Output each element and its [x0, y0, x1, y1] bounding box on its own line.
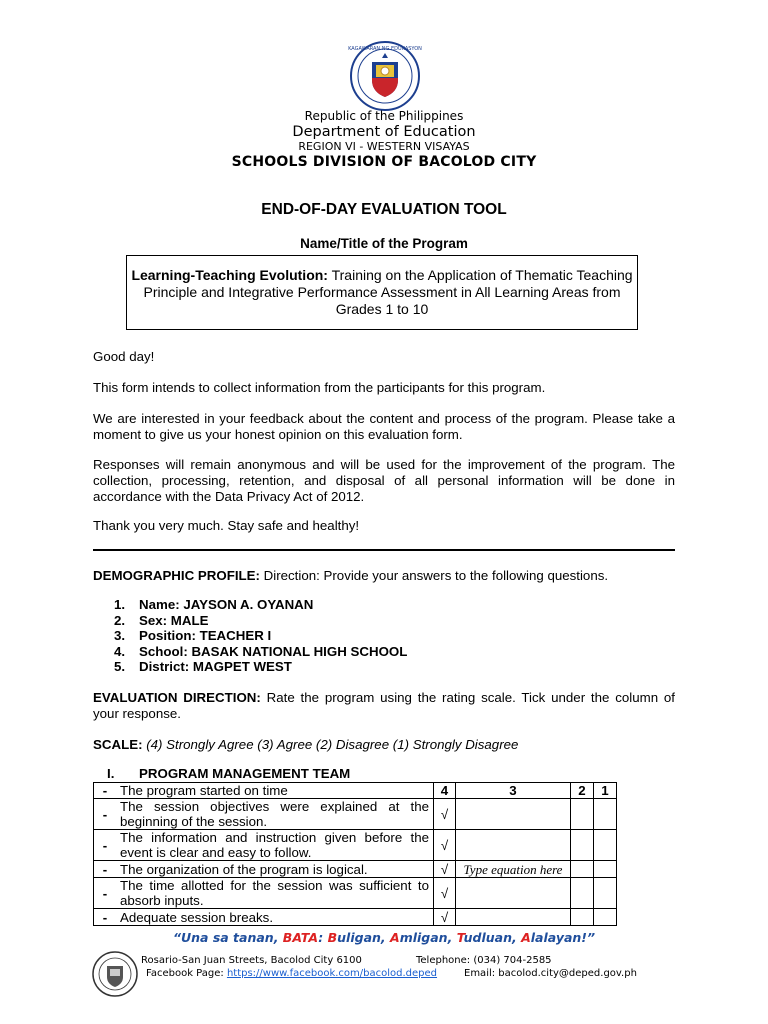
- rating-cell-3[interactable]: [456, 878, 571, 909]
- scale-text: (4) Strongly Agree (3) Agree (2) Disagree (1) Strongly Disagree: [142, 737, 519, 752]
- rating-cell-4[interactable]: √: [434, 799, 456, 830]
- rating-cell-2[interactable]: [571, 861, 594, 878]
- evaluation-direction-text: Rate the program using the rating scale. Tick under the column of your response.: [93, 690, 675, 721]
- program-name-bold: Learning-Teaching Evolution:: [131, 267, 328, 283]
- rating-scale: [93, 737, 675, 753]
- footer-facebook: [146, 968, 437, 979]
- rating-cell-1[interactable]: [594, 830, 617, 861]
- section-number: I.: [107, 766, 115, 781]
- rating-cell-1[interactable]: [594, 861, 617, 878]
- section-title: PROGRAM MANAGEMENT TEAM: [139, 766, 351, 781]
- rating-cell-2[interactable]: [571, 799, 594, 830]
- program-name-text: Training on the Application of Thematic Teaching Principle and Integrative Performance Assessment in All Learning Areas from Grades 1 to 10: [143, 267, 633, 317]
- list-item: 5. District: MAGPET WEST: [114, 659, 292, 674]
- rating-cell-2[interactable]: [571, 909, 594, 926]
- divider-line: [93, 549, 675, 551]
- division-seal-icon: [90, 950, 140, 998]
- footer-email: Email: bacolod.city@deped.gov.ph: [464, 968, 637, 979]
- svg-text:KAGAWARAN NG EDUKASYON: KAGAWARAN NG EDUKASYON: [348, 46, 422, 52]
- rating-cell-2[interactable]: [571, 830, 594, 861]
- rating-cell-4[interactable]: √: [434, 878, 456, 909]
- rating-cell-3[interactable]: [456, 909, 571, 926]
- scale-label: SCALE:: [93, 737, 143, 752]
- table-row: - The organization of the program is logical. √ Type equation here: [94, 861, 617, 878]
- rating-cell-1[interactable]: [594, 909, 617, 926]
- rating-cell-3[interactable]: [456, 799, 571, 830]
- table-row: - The program started on time 4 3 2 1: [94, 783, 617, 799]
- program-heading: Name/Title of the Program: [300, 236, 468, 251]
- rating-cell-2[interactable]: [571, 878, 594, 909]
- intro-paragraph-3: Responses will remain anonymous and will be used for the improvement of the program. The collection, processing, retention, and disposal of all personal information will be done in accordance with the Data Privacy Act of 2012.: [93, 457, 675, 504]
- table-row: - The time allotted for the session was sufficient to absorb inputs. √: [94, 878, 617, 909]
- facebook-label: Facebook Page:: [146, 968, 227, 979]
- rating-cell-4[interactable]: √: [434, 830, 456, 861]
- column-header-1: 1: [594, 783, 617, 799]
- demographic-direction-text: Direction: Provide your answers to the following questions.: [259, 568, 609, 583]
- list-item: 2. Sex: MALE: [114, 612, 209, 628]
- deped-seal-icon: [346, 40, 424, 112]
- list-item: 1. Name: JAYSON A. OYANAN: [114, 597, 314, 612]
- equation-placeholder[interactable]: Type equation here: [456, 861, 571, 878]
- department-line: Department of Education: [292, 124, 476, 140]
- republic-line: Republic of the Philippines: [304, 109, 464, 123]
- table-row: - The information and instruction given before the event is clear and easy to follow. √: [94, 830, 617, 861]
- intro-paragraph-2: We are interested in your feedback about the content and process of the program. Please take a moment to give us your honest opinion on this evaluation form.: [93, 411, 675, 442]
- region-line: REGION VI - WESTERN VISAYAS: [298, 140, 470, 153]
- program-name-box: [126, 255, 638, 330]
- facebook-link[interactable]: https://www.facebook.com/bacolod.deped: [226, 968, 438, 979]
- greeting: Good day!: [93, 349, 155, 364]
- footer-address: Rosario-San Juan Streets, Bacolod City 6100: [141, 955, 362, 966]
- section-heading: [107, 766, 350, 781]
- rating-cell-1[interactable]: [594, 799, 617, 830]
- intro-paragraph-4: Thank you very much. Stay safe and healthy!: [93, 518, 360, 533]
- list-item: 4. School: BASAK NATIONAL HIGH SCHOOL: [114, 643, 408, 659]
- table-row: - Adequate session breaks. √: [94, 909, 617, 926]
- table-row: - The session objectives were explained at the beginning of the session. √: [94, 799, 617, 830]
- rating-cell-3[interactable]: [456, 830, 571, 861]
- document-title: END-OF-DAY EVALUATION TOOL: [261, 201, 507, 218]
- division-motto: “Una sa tanan, BATA: Buligan, Amligan, Tudluan, Alalayan!”: [172, 930, 596, 945]
- division-line: SCHOOLS DIVISION OF BACOLOD CITY: [231, 154, 537, 170]
- demographic-direction: [93, 568, 675, 584]
- evaluation-table: [93, 782, 617, 926]
- evaluation-label: EVALUATION DIRECTION:: [93, 690, 261, 705]
- rating-cell-4[interactable]: √: [434, 861, 456, 878]
- intro-paragraph-1: This form intends to collect information from the participants for this program.: [93, 380, 546, 395]
- column-header-4: 4: [434, 783, 456, 799]
- demographic-list: [114, 597, 407, 675]
- rating-cell-1[interactable]: [594, 878, 617, 909]
- footer-telephone: Telephone: (034) 704-2585: [416, 955, 552, 966]
- column-header-2: 2: [571, 783, 594, 799]
- evaluation-direction: [93, 690, 675, 722]
- list-item: 3. Position: TEACHER I: [114, 628, 272, 643]
- demographic-label: DEMOGRAPHIC PROFILE:: [93, 568, 260, 583]
- column-header-3: 3: [456, 783, 571, 799]
- rating-cell-4[interactable]: √: [434, 909, 456, 926]
